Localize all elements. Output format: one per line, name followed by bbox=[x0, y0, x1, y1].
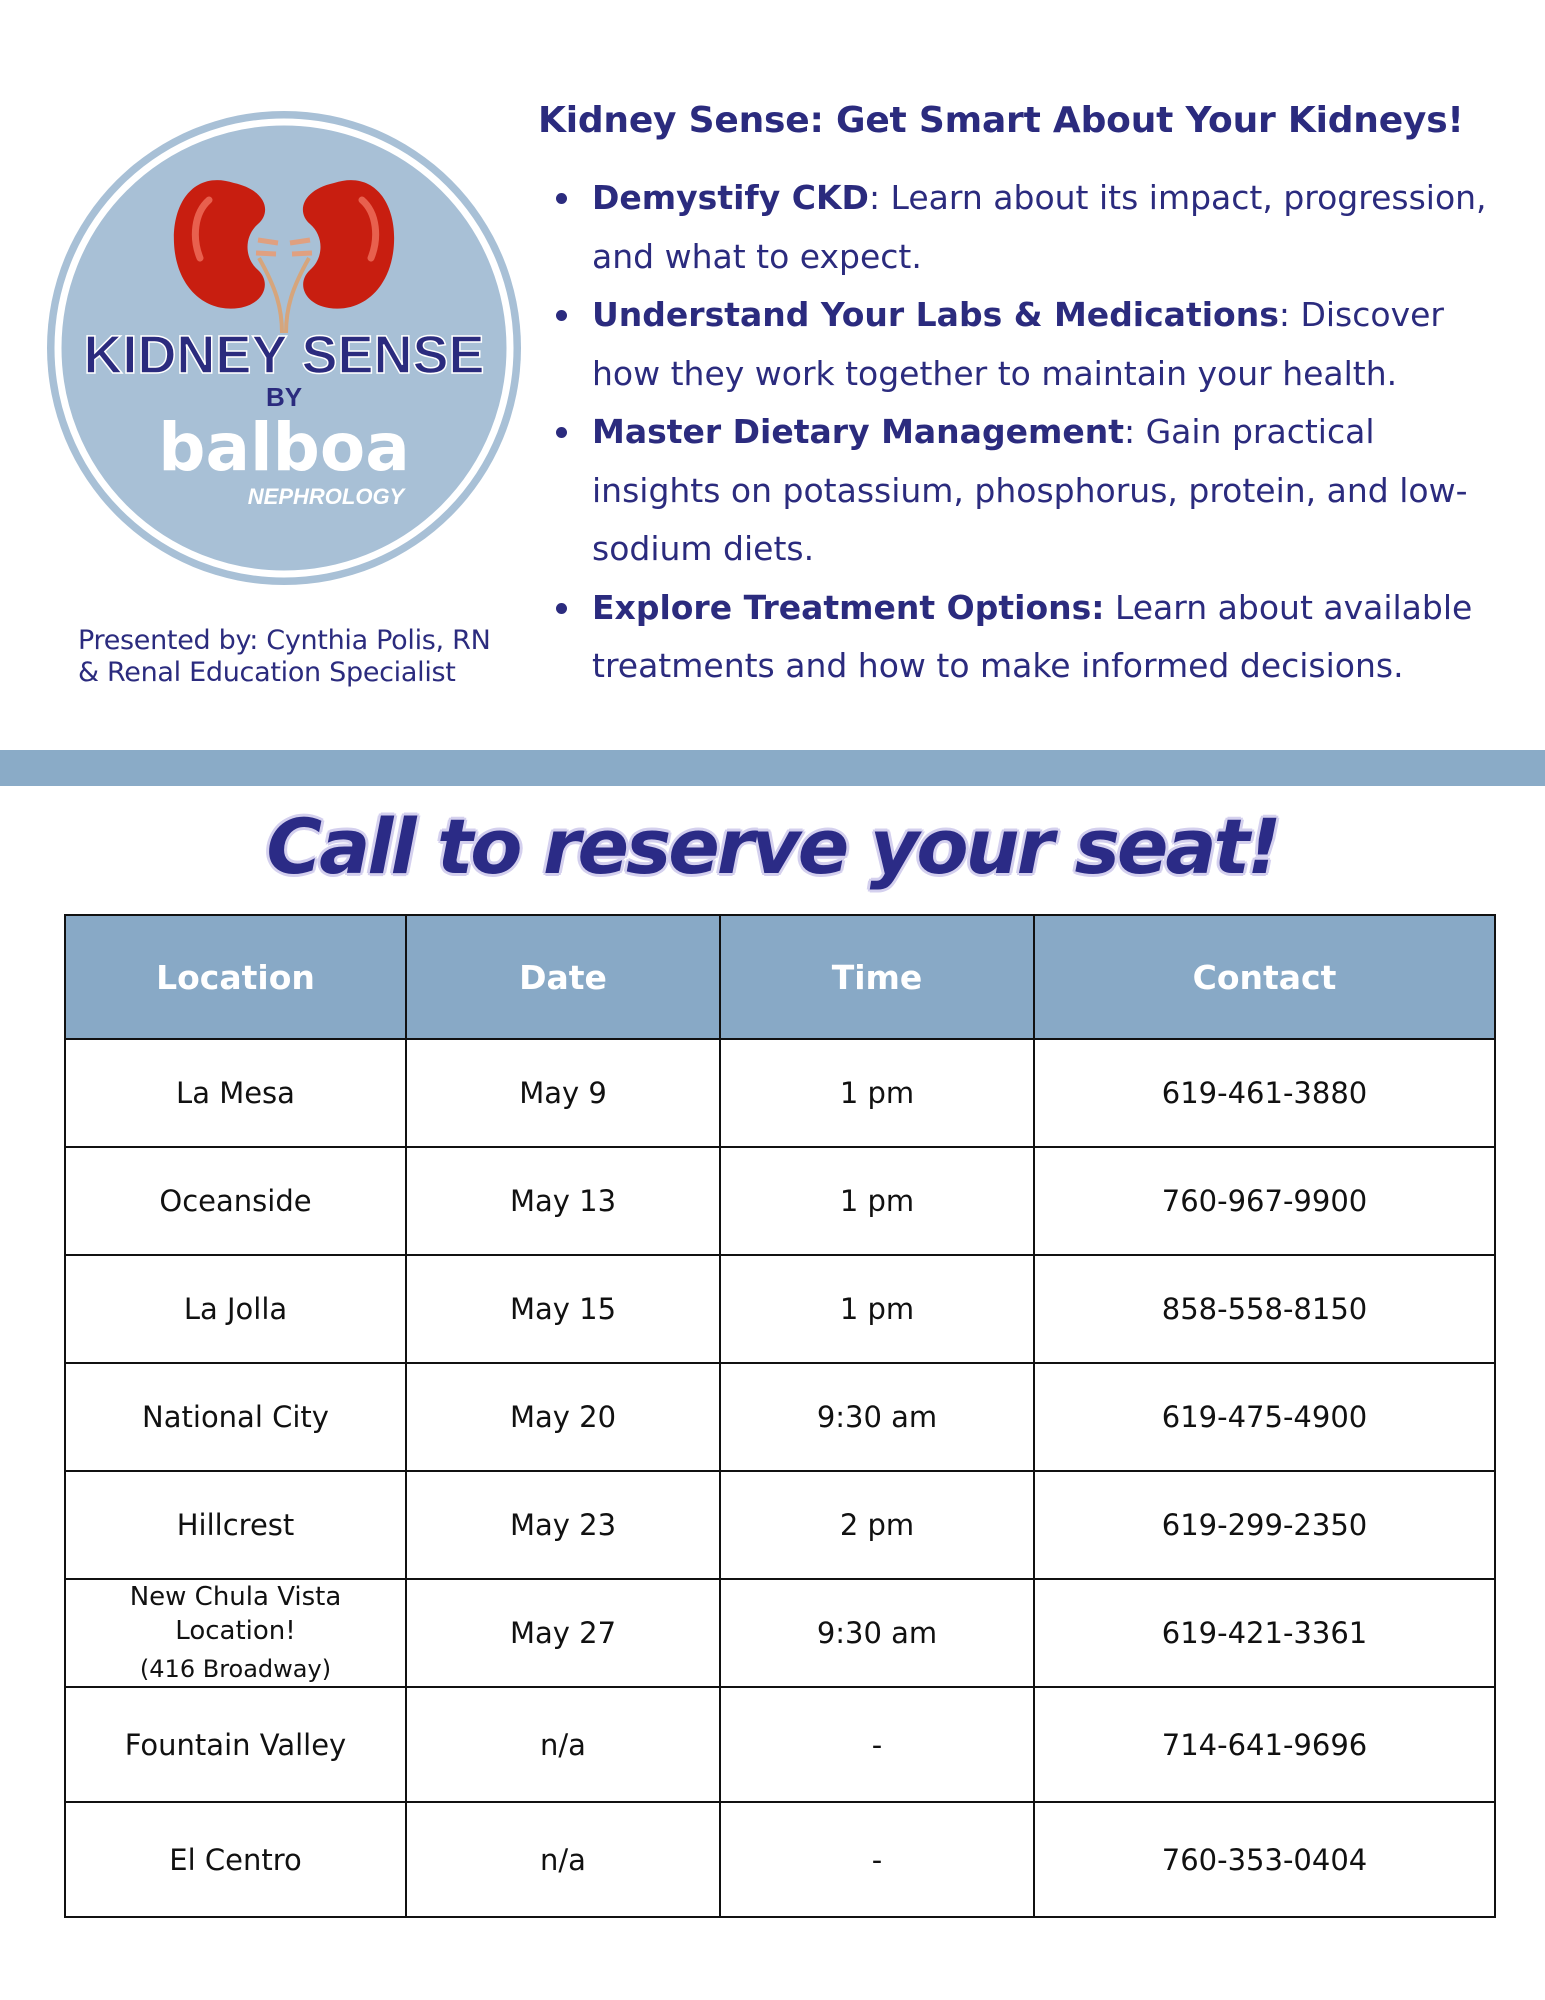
contact-cell: 858-558-8150 bbox=[1034, 1255, 1495, 1363]
bullet-icon bbox=[556, 193, 567, 204]
table-row bbox=[65, 1147, 1495, 1255]
date-cell: May 23 bbox=[406, 1471, 720, 1579]
date-cell: May 15 bbox=[406, 1255, 720, 1363]
time-cell: 1 pm bbox=[720, 1039, 1034, 1147]
logo-subbrand: NEPHROLOGY bbox=[247, 484, 405, 509]
contact-cell: 714-641-9696 bbox=[1034, 1687, 1495, 1802]
location-cell: La Mesa bbox=[65, 1039, 406, 1147]
location-cell: Oceanside bbox=[65, 1147, 406, 1255]
time-cell: 9:30 am bbox=[720, 1579, 1034, 1687]
logo-brand: balboa bbox=[158, 409, 410, 486]
table-row bbox=[65, 1579, 1495, 1687]
contact-cell: 619-475-4900 bbox=[1034, 1363, 1495, 1471]
contact-cell: 619-421-3361 bbox=[1034, 1579, 1495, 1687]
call-to-action: Call to reserve your seat! bbox=[266, 802, 1279, 891]
location-address: (416 Broadway) bbox=[139, 1655, 332, 1683]
time-cell: 2 pm bbox=[720, 1471, 1034, 1579]
topic-heading: Understand Your Labs & Medications bbox=[592, 295, 1279, 334]
list-item bbox=[592, 169, 1492, 286]
time-cell: 1 pm bbox=[720, 1255, 1034, 1363]
presenter-role: & Renal Education Specialist bbox=[78, 657, 456, 688]
kidney-sense-logo bbox=[44, 108, 524, 588]
date-cell: May 20 bbox=[406, 1363, 720, 1471]
location-cell: La Jolla bbox=[65, 1255, 406, 1363]
location-cell: El Centro bbox=[65, 1802, 406, 1917]
time-cell: 1 pm bbox=[720, 1147, 1034, 1255]
divider-band bbox=[0, 750, 1545, 786]
topic-text: : Discover how they work together to maintain your health. bbox=[592, 295, 1444, 393]
contact-cell: 619-461-3880 bbox=[1034, 1039, 1495, 1147]
date-cell: n/a bbox=[406, 1687, 720, 1802]
column-header-location: Location bbox=[65, 915, 406, 1039]
page-title: Kidney Sense: Get Smart About Your Kidneys! bbox=[538, 100, 1464, 141]
topics-list bbox=[538, 169, 1538, 696]
bullet-icon bbox=[556, 310, 567, 321]
presenter-credit bbox=[78, 625, 538, 689]
location-cell bbox=[65, 1579, 406, 1687]
location-name: New Chula Vista Location! bbox=[129, 1582, 342, 1646]
bullet-icon bbox=[556, 427, 567, 438]
logo-by: BY bbox=[265, 382, 303, 412]
topic-text: : Learn about its impact, progression, and what to expect. bbox=[592, 178, 1487, 276]
date-cell: May 27 bbox=[406, 1579, 720, 1687]
table-row bbox=[65, 1802, 1495, 1917]
schedule-table bbox=[64, 914, 1496, 1918]
time-cell: 9:30 am bbox=[720, 1363, 1034, 1471]
date-cell: n/a bbox=[406, 1802, 720, 1917]
table-header-row bbox=[65, 915, 1495, 1039]
topic-text: : Gain practical insights on potassium, phosphorus, protein, and low-sodium diets. bbox=[592, 412, 1468, 568]
date-cell: May 13 bbox=[406, 1147, 720, 1255]
list-item bbox=[592, 286, 1492, 403]
location-cell: Fountain Valley bbox=[65, 1687, 406, 1802]
location-cell: National City bbox=[65, 1363, 406, 1471]
column-header-time: Time bbox=[720, 915, 1034, 1039]
date-cell: May 9 bbox=[406, 1039, 720, 1147]
table-row bbox=[65, 1363, 1495, 1471]
list-item bbox=[592, 403, 1492, 579]
column-header-contact: Contact bbox=[1034, 915, 1495, 1039]
topic-heading: Explore Treatment Options: bbox=[592, 587, 1105, 627]
presenter-line: Presented by: Cynthia Polis, RN bbox=[78, 625, 491, 656]
time-cell: - bbox=[720, 1802, 1034, 1917]
contact-cell: 760-967-9900 bbox=[1034, 1147, 1495, 1255]
table-row bbox=[65, 1039, 1495, 1147]
column-header-date: Date bbox=[406, 915, 720, 1039]
topic-heading: Demystify CKD bbox=[592, 178, 869, 217]
time-cell: - bbox=[720, 1687, 1034, 1802]
topic-text: Learn about available treatments and how to make informed decisions. bbox=[592, 587, 1473, 685]
bullet-icon bbox=[556, 603, 567, 614]
table-row bbox=[65, 1471, 1495, 1579]
location-cell: Hillcrest bbox=[65, 1471, 406, 1579]
topic-heading: Master Dietary Management bbox=[592, 412, 1124, 451]
contact-cell: 619-299-2350 bbox=[1034, 1471, 1495, 1579]
list-item bbox=[592, 579, 1492, 696]
table-row bbox=[65, 1687, 1495, 1802]
table-row bbox=[65, 1255, 1495, 1363]
intro-section bbox=[538, 100, 1538, 696]
contact-cell: 760-353-0404 bbox=[1034, 1802, 1495, 1917]
logo-title: KIDNEY SENSE bbox=[83, 325, 485, 385]
